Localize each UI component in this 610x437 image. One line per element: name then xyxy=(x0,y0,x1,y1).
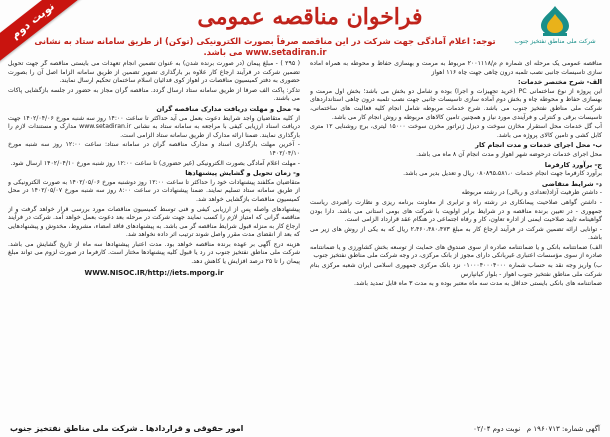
paragraph: - داشتن ظرفیت آزاد(تعدادی و ریالی) در رشته مربوطه xyxy=(461,189,602,197)
website-link[interactable]: WWW.NISOC.IR/http://iets.mporg.ir xyxy=(84,268,224,277)
ad-edition: نوبت دوم ۰۲/۰۴ xyxy=(473,425,521,433)
paragraph: هزینه درج آگهی بر عهده برنده مناقصه خواهد بود. مدت اعتبار پیشنهادها سه ماه از تاریخ گشایش می باشد. شرکت ملی مناطق نفتخیز جنوب در رد یا قبول کلیه پیشنهادها مختار است. کارفرما در صورت لزوم می تواند مبلغ پیمان را تا ۲۵ درصد افزایش یا کاهش دهد. xyxy=(8,240,300,266)
page-title: فراخوان مناقصه عمومی xyxy=(197,4,423,30)
paragraph: مناقصه عمومی یک مرحله ای شماره م م/۲۰۰۱۱۱۸ مربوط به مرمت و بهسازی حفاظ و محوطه به همراه آماده سازی تاسیسات جانبی نصب تلمبه درون چاهی جهت چاه ۱۱۶ اهواز xyxy=(310,60,602,76)
paragraph: - مهلت اعلام آمادگی بصورت الکترونیکی (غیر حضوری) تا ساعت ۱۲:۰۰ روز شنبه مورخ ۱۴۰۲/۰۴/۱۰ ارسال شود. xyxy=(10,159,300,167)
nisoc-emblem-icon xyxy=(535,4,575,38)
paragraph: آب گل خدمات محل استقرار مخازن سوخت و دیزل ژنراتور مخزن سوخت ۱۵۰۰۰ لیتری، برج روشنایی ۱۲ متری کابل کشی و تامین کالای پروژه می باشد. xyxy=(310,123,602,139)
company-logo xyxy=(514,4,596,50)
paragraph: برآورد کارفرما جهت انجام خدمات ۰۸۰۸۹۵،۵۸۱،۰ ریال و تعدیل بدیر می باشد. xyxy=(403,170,602,178)
section-heading: ب- محل اجرای خدمات و مدت انجام کار xyxy=(475,141,602,150)
edition-ribbon: نوبت دوم xyxy=(0,0,83,64)
paragraph: - داشتن گواهی صلاحیت پیمانکاری در رشته راه و ترابری از معاونت برنامه ریزی و نظارت راهبردی ریاست جمهوری - در تعیین برنده مناقصه و در شرایط برابر اولویت با شرکت های بومی استانی می باشد. دارا بودن گواهینامه تایید صلاحیت ایمنی از اداره تعاون، کار و رفاه اجتماعی در هنگام عقد قرارداد الزامی است. xyxy=(310,198,602,224)
paragraph: محل اجرای خدمات درحوضه شهر اهواز و مدت انجام آن ۸ ماه می باشد. xyxy=(416,150,602,158)
ad-id: آگهی شماره: ۱۹۶۰۷۱۳ م xyxy=(526,425,600,433)
paragraph: - آخرین مهلت بارگذاری اسناد و مدارک مناقصه گران در سامانه ستاد: ساعت ۱۲:۰۰ روز سه شنبه مورخ ۱۴۰۲/۰۴/۱۰ xyxy=(8,141,300,157)
section-heading: ه- محل و مهلت دریافت مدارک مناقصه گران xyxy=(156,104,300,113)
section-heading: و- زمان تحویل و گشایش پیشنهادها xyxy=(185,169,300,178)
tender-notice: توجه: اعلام آمادگی جهت شرکت در این مناقصه صرفاً بصورت الکترونیکی (توکن) از طریق سامانه ستاد به نشانی www.setadiran.ir می باشد. xyxy=(34,36,496,57)
paragraph: پیشنهادهای واصله پس از ارزیابی کیفی و فنی توسط کمیسیون مناقصات مورد بررسی قرار خواهد گرفت و از مناقصه گرانی که امتیاز لازم را کسب نمایند جهت شرکت در مرحله بعد دعوت بعمل خواهد آمد. شرکت در فرآیند ارجاع کار به منزله قبول شرایط مناقصه گر می باشد. به پیشنهادهای فاقد امضاء، مشروط، مخدوش و پیشنهادهایی که بعد از انقضای مدت مقرر واصل شوند ترتیب اثر داده نخواهد شد. xyxy=(8,205,300,239)
body-columns xyxy=(8,60,602,415)
paragraph: ب) واریز وجه نقد به حساب شماره ۰۱۰۰۰۴۰۰۰۴۰۰۰ نزد بانک مرکزی جمهوری اسلامی ایران شعبه مرکزی بنام شرکت ملی مناطق نفتخیز جنوب اهواز - بلوار کیانپارس xyxy=(310,262,602,278)
signature: امور حقوقی و قراردادها ـ شرکت ملی مناطق نفتخیز جنوب xyxy=(10,424,244,433)
paragraph: تذکر: پاکت الف صرفا از طریق سامانه ستاد ارسال گردد. مناقصه گران مجاز به حضور در جلسه بازگشایی پاکات می باشند. xyxy=(8,86,300,103)
paragraph: این پروژه از نوع ساختمانی PC (خرید تجهیزات و اجرا) بوده و شامل دو بخش می باشد؛ بخش اول مرمت و بهسازی حفاظ و محوطه چاه و بخش دوم آماده سازی تاسیسات جانبی جهت نصب تلمبه درون چاهی استانداردهای شرکت ملی مناطق نفتخیز جنوب می باشد. شرح خدمات مربوطه شامل انجام کلیه فعالیت های ساختمانی، تاسیسات برقی و کنترلی و فرآیندی مورد نیاز و همچنین تامین کالاهای مربوطه و روش انجام کار می باشد. xyxy=(310,87,602,121)
right-column xyxy=(310,60,602,415)
paragraph: متقاضیان مکلفند پیشنهادات خود را حداکثر تا ساعت ۱۲:۰۰ روز دوشنبه مورخ ۱۴۰۲/۰۵/۰۶ به صورت الکترونیکی و از طریق سامانه ستاد تسلیم نمایند. ضمنا پیشنهادات در ساعت ۸:۰۰ روز سه شنبه مورخ ۱۴۰۲/۰۵/۰۷ در محل کمیسیون مناقصات بازگشایی خواهد شد. xyxy=(8,178,300,203)
paragraph: - توانایی ارائه تضمین شرکت در فرآیند ارجاع کار به مبلغ ۲،۴۶۰،۴۸۰،۴۷۳ ریال که به یکی از روش های زیر می باشد. xyxy=(310,225,602,242)
paragraph: ضمانتنامه های بانکی بایستی حداقل به مدت سه ماه معتبر بوده و به مدت ۳ ماه قابل تمدید باشد. xyxy=(354,280,602,288)
logo-caption: شرکت ملی مناطق نفتخیز جنوب xyxy=(514,38,596,45)
section-heading: ج- برآورد کارفرما xyxy=(544,160,602,169)
paragraph: ( ۲۹۵ ) - مبلغ پیمان (در صورت برنده شدن) به عنوان تضمین انجام تعهدات می بایستی مناقصه گر جهت تحویل تضمین شرکت در فرآیند ارجاع کار علاوه بر بارگذاری تصویر تضمین از طریق سامانه الزاما اصل آن را بصورت حضوری به دفتر کمیسیون مناقصات در اهواز کوی فدائیان اسلام ساختمان تحکیم ارسال نمایند. xyxy=(8,60,300,85)
section-heading: د- شرایط متقاضی xyxy=(541,179,602,188)
paragraph: از کلیه متقاضیان واجد شرایط دعوت بعمل می آید حداکثر تا ساعت ۱۴:۰۰ روز سه شنبه مورخ ۱۴۰۲/۰۴/۰۶ جهت دریافت اسناد ارزیابی کیفی با مراجعه به سامانه ستاد به نشانی www.setadiran.ir مدارک و مستندات لازم را بارگذاری نمایند. ضمنا ارائه مدارک از طریق سامانه ستاد الزامی است. xyxy=(8,114,300,139)
paragraph: الف) ضمانتنامه بانکی و یا ضمانتنامه صادره از سوی صندوق های حمایت از توسعه بخش کشاورزی و یا ضمانتنامه صادره از سوی مؤسسات اعتباری غیربانکی دارای مجوز از بانک مرکزی، در وجه شرکت ملی مناطق نفتخیز جنوب xyxy=(310,243,602,260)
section-heading: الف- شرح مختصر خدمات: xyxy=(517,78,602,87)
ad-number xyxy=(473,425,600,433)
left-column xyxy=(8,60,300,415)
